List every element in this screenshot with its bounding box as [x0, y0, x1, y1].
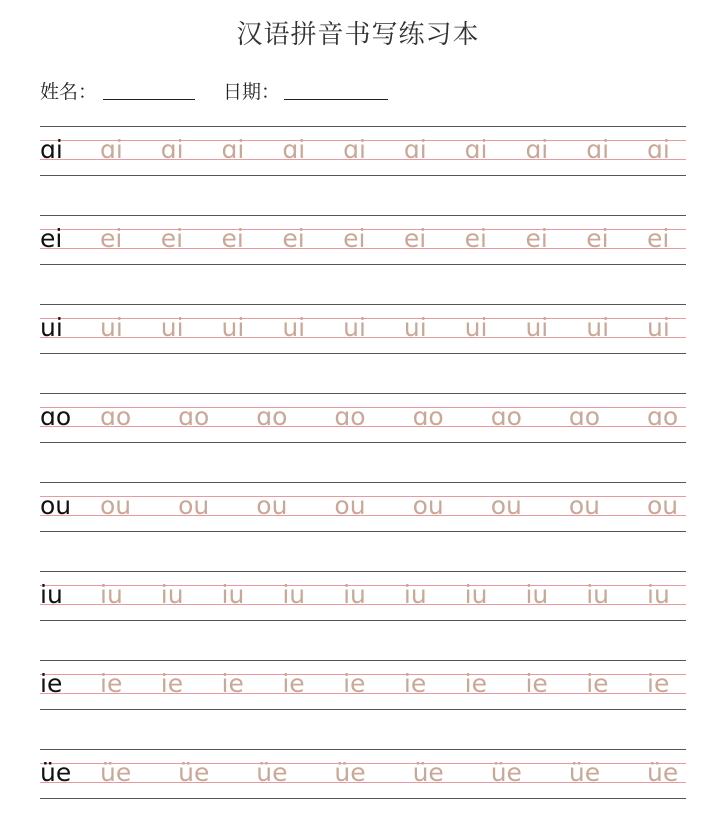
practice-row	[40, 749, 686, 799]
guide-line	[40, 749, 686, 750]
trace-syllable: ɑi	[647, 135, 670, 164]
date-field	[223, 77, 388, 104]
trace-syllable: üe	[256, 758, 288, 787]
trace-syllable: ei	[343, 224, 366, 253]
name-label: 姓名：	[40, 81, 98, 103]
guide-line	[40, 264, 686, 265]
model-syllable: iu	[40, 580, 63, 609]
date-blank-line[interactable]	[284, 98, 388, 100]
practice-row	[40, 571, 686, 621]
trace-syllable: iu	[403, 580, 427, 609]
guide-line	[40, 482, 686, 483]
guide-line	[40, 571, 686, 572]
guide-line	[40, 353, 686, 354]
trace-syllable: ui	[100, 313, 123, 342]
trace-syllable: ou	[412, 491, 444, 520]
guide-line	[40, 215, 686, 216]
trace-syllable: iu	[647, 580, 670, 609]
practice-row	[40, 215, 686, 265]
trace-syllable: üe	[334, 758, 366, 787]
guide-line	[40, 175, 686, 176]
trace-syllable: ei	[403, 224, 427, 253]
trace-syllable: ui	[464, 313, 488, 342]
trace-syllable: ui	[647, 313, 670, 342]
trace-syllable: ou	[100, 491, 132, 520]
trace-syllable: iu	[464, 580, 488, 609]
trace-syllable: ui	[525, 313, 549, 342]
trace-syllable: ɑi	[525, 135, 549, 164]
trace-syllable: ɑo	[568, 402, 601, 431]
trace-syllable: ɑo	[256, 402, 288, 431]
practice-row	[40, 482, 686, 532]
name-field	[40, 77, 195, 104]
trace-syllable: üe	[100, 758, 132, 787]
trace-syllable: ui	[221, 313, 245, 342]
model-syllable: ie	[40, 669, 63, 698]
page-title: 汉语拼音书写练习本	[236, 20, 480, 50]
trace-syllable: ɑo	[100, 402, 132, 431]
trace-syllable: ui	[160, 313, 184, 342]
trace-syllable: ie	[525, 669, 548, 698]
model-syllable: ɑo	[40, 402, 72, 431]
name-blank-line[interactable]	[103, 98, 195, 100]
trace-syllable: üe	[647, 758, 679, 787]
trace-syllable: iu	[100, 580, 123, 609]
trace-syllable: ɑi	[343, 135, 366, 164]
model-syllable: ei	[40, 224, 63, 253]
practice-row	[40, 660, 686, 710]
trace-syllable: ei	[221, 224, 244, 253]
trace-syllable: ɑi	[100, 135, 123, 164]
trace-syllable: ɑi	[221, 135, 245, 164]
model-syllable: üe	[40, 758, 72, 787]
trace-syllable: ɑo	[412, 402, 444, 431]
trace-syllable: ie	[647, 669, 670, 698]
trace-syllable: ui	[403, 313, 427, 342]
trace-syllable: üe	[568, 758, 601, 787]
trace-syllable: iu	[221, 580, 245, 609]
trace-syllable: ui	[282, 313, 306, 342]
trace-syllable: ou	[647, 491, 679, 520]
trace-syllable: üe	[490, 758, 522, 787]
trace-syllable: ɑo	[178, 402, 210, 431]
trace-syllable: ie	[343, 669, 366, 698]
guide-line	[40, 304, 686, 305]
trace-syllable: ɑi	[282, 135, 306, 164]
guide-line	[40, 531, 686, 532]
trace-syllable: ou	[568, 491, 600, 520]
practice-row	[40, 393, 686, 443]
trace-syllable: iu	[282, 580, 306, 609]
trace-syllable: iu	[586, 580, 610, 609]
trace-syllable: ei	[525, 224, 548, 253]
trace-syllable: ui	[586, 313, 610, 342]
guide-line	[40, 393, 686, 394]
trace-syllable: ei	[464, 224, 487, 253]
trace-syllable: ɑi	[464, 135, 488, 164]
trace-syllable: ɑo	[490, 402, 522, 431]
trace-syllable: ei	[282, 224, 305, 253]
model-syllable: ɑi	[40, 135, 63, 164]
trace-syllable: ie	[282, 669, 305, 698]
student-info	[40, 78, 388, 104]
date-label: 日期：	[223, 81, 281, 103]
trace-syllable: üe	[412, 758, 444, 787]
trace-syllable: iu	[160, 580, 184, 609]
guide-line	[40, 620, 686, 621]
guide-line	[40, 126, 686, 127]
guide-line	[40, 709, 686, 710]
model-syllable: ui	[40, 313, 63, 342]
trace-syllable: ie	[100, 669, 123, 698]
guide-line	[40, 660, 686, 661]
guide-line	[40, 798, 686, 799]
trace-syllable: ou	[178, 491, 210, 520]
trace-syllable: ɑo	[334, 402, 366, 431]
trace-syllable: ɑi	[586, 135, 610, 164]
trace-syllable: ie	[221, 669, 244, 698]
trace-syllable: ei	[647, 224, 670, 253]
guide-line	[40, 442, 686, 443]
trace-syllable: ei	[160, 224, 184, 253]
trace-syllable: ou	[334, 491, 366, 520]
trace-syllable: ie	[586, 669, 609, 698]
trace-syllable: ou	[256, 491, 288, 520]
trace-syllable: ui	[343, 313, 366, 342]
trace-syllable: üe	[178, 758, 210, 787]
trace-syllable: ie	[403, 669, 427, 698]
model-syllable: ou	[40, 491, 72, 520]
trace-syllable: ie	[160, 669, 184, 698]
trace-syllable: ɑi	[403, 135, 427, 164]
trace-syllable: ie	[464, 669, 487, 698]
trace-syllable: ei	[100, 224, 123, 253]
trace-syllable: iu	[525, 580, 549, 609]
trace-syllable: ei	[586, 224, 609, 253]
trace-syllable: ɑo	[647, 402, 679, 431]
trace-syllable: ɑi	[160, 135, 184, 164]
practice-row	[40, 304, 686, 354]
trace-syllable: ou	[490, 491, 522, 520]
practice-row	[40, 126, 686, 176]
trace-syllable: iu	[343, 580, 366, 609]
